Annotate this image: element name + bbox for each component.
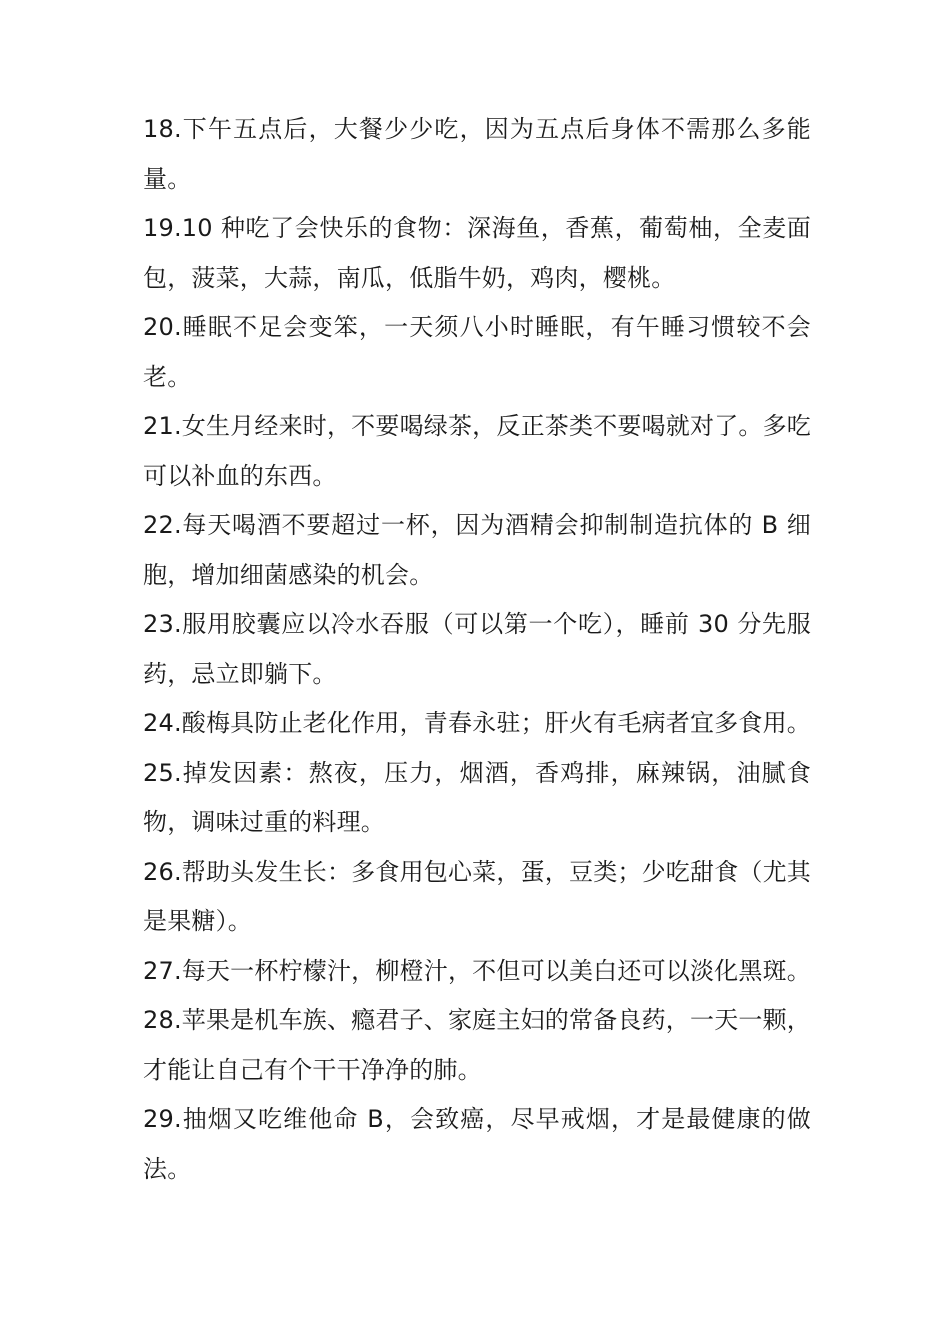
paragraph-18: 18.下午五点后，大餐少少吃，因为五点后身体不需那么多能量。 xyxy=(143,115,811,193)
paragraph-27: 27.每天一杯柠檬汁，柳橙汁，不但可以美白还可以淡化黑斑。 xyxy=(143,956,811,985)
paragraph-29: 29.抽烟又吃维他命 B，会致癌，尽早戒烟，才是最健康的做法。 xyxy=(143,1105,811,1183)
paragraph-25: 25.掉发因素：熬夜，压力，烟酒，香鸡排，麻辣锅，油腻食物，调味过重的料理。 xyxy=(143,758,811,836)
paragraph-23: 23.服用胶囊应以冷水吞服（可以第一个吃），睡前 30 分先服药，忌立即躺下。 xyxy=(143,610,811,688)
paragraph-28: 28.苹果是机车族、瘾君子、家庭主妇的常备良药，一天一颗，才能让自己有个干干净净的肺。 xyxy=(143,1006,811,1084)
paragraph-22: 22.每天喝酒不要超过一杯，因为酒精会抑制制造抗体的 B 细胞，增加细菌感染的机会。 xyxy=(143,511,811,589)
document-body xyxy=(143,105,811,1194)
paragraph-24: 24.酸梅具防止老化作用，青春永驻；肝火有毛病者宜多食用。 xyxy=(143,709,811,737)
paragraph-20: 20.睡眠不足会变笨，一天须八小时睡眠，有午睡习惯较不会老。 xyxy=(143,313,811,391)
paragraph-19: 19.10 种吃了会快乐的食物：深海鱼，香蕉，葡萄柚，全麦面包，菠菜，大蒜，南瓜，低脂牛奶，鸡肉，樱桃。 xyxy=(143,214,811,292)
paragraph-21: 21.女生月经来时，不要喝绿茶，反正茶类不要喝就对了。多吃可以补血的东西。 xyxy=(143,412,811,490)
paragraph-26: 26.帮助头发生长：多食用包心菜，蛋，豆类；少吃甜食（尤其是果糖）。 xyxy=(143,857,811,935)
